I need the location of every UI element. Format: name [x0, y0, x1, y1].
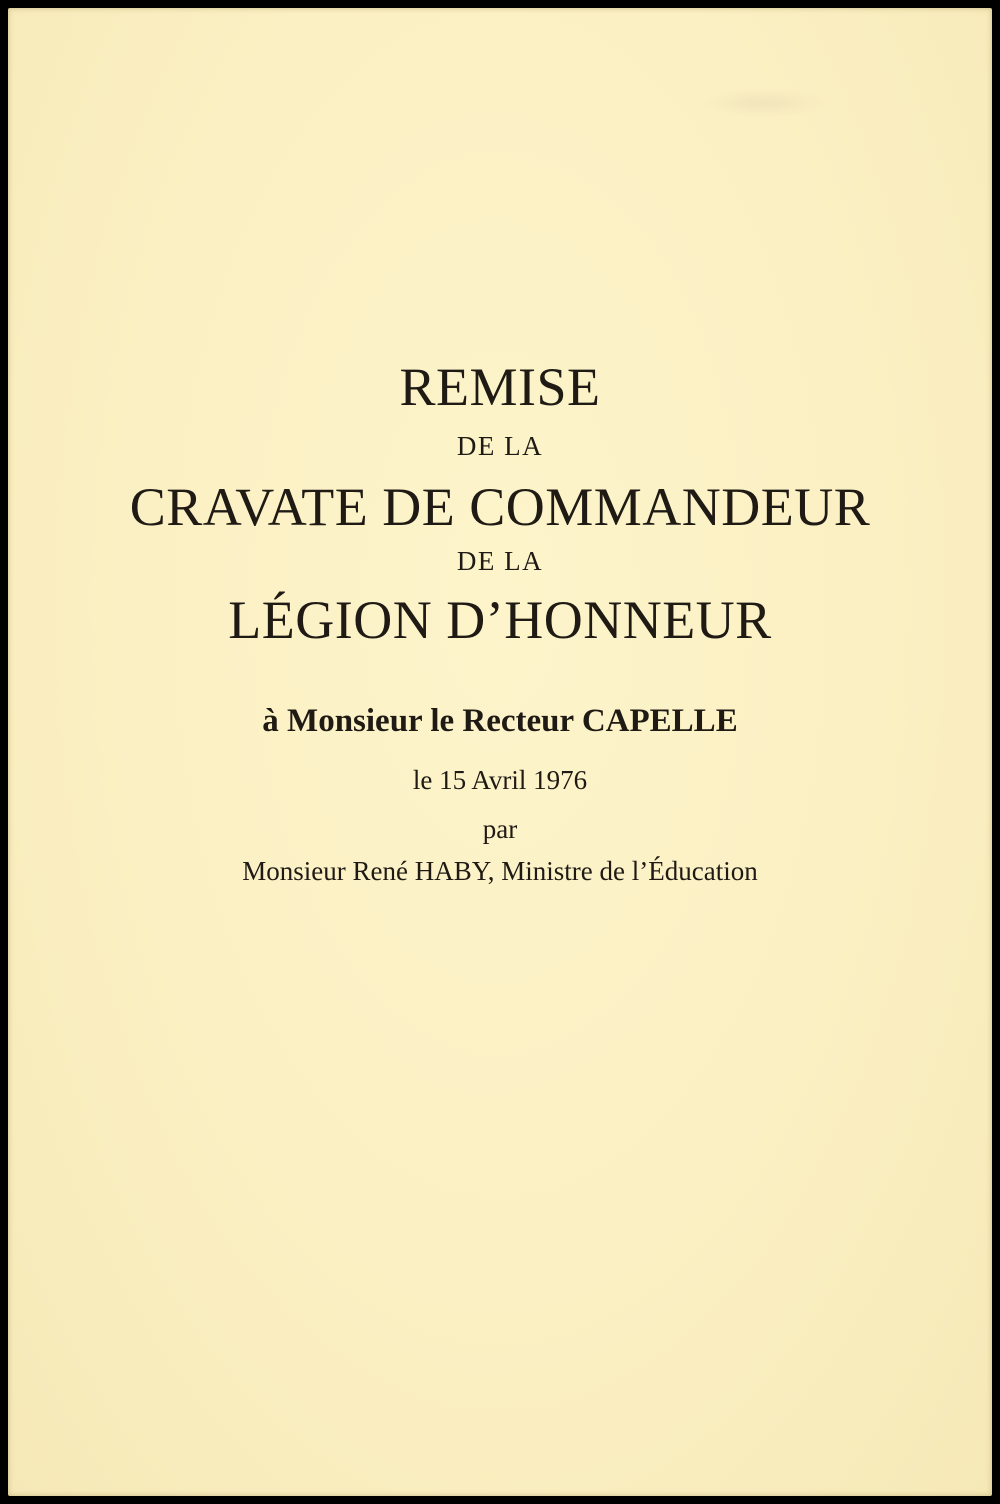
title-de-la-2: DE LA [456, 546, 544, 576]
document-page [8, 8, 992, 1496]
recipient-line: à Monsieur le Recteur CAPELLE [262, 703, 738, 739]
title-de-la-1: DE LA [456, 431, 544, 461]
title-cravate: CRAVATE DE COMMANDEUR [129, 477, 871, 537]
title-legion: LÉGION D’HONNEUR [228, 590, 772, 650]
date-line: le 15 Avril 1976 [412, 765, 588, 795]
title-block [8, 8, 992, 1496]
by-line: par [482, 814, 518, 844]
title-remise: REMISE [399, 357, 601, 417]
author-line: Monsieur René HABY, Ministre de l’Éducation [242, 856, 758, 886]
